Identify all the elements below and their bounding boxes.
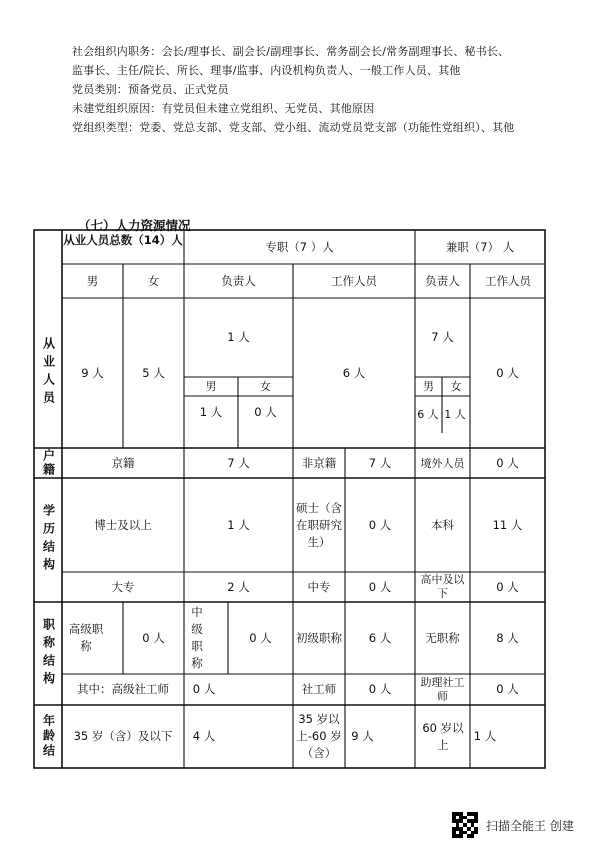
parttime-header: 兼职（7） 人 (445, 239, 515, 254)
scanner-brand-text: 扫描全能王 创建 (486, 818, 574, 833)
edu-vocational-label: 中专 (307, 579, 331, 594)
pt-leader-header: 负责人 (425, 273, 460, 288)
male-header: 男 (86, 273, 99, 288)
total-employees-header: 从业人员总数（14）人 (63, 233, 183, 247)
age-young-count: 4 人 (192, 729, 216, 743)
edu-bachelor-count: 11 人 (492, 517, 523, 532)
sw-senior-count: 0 人 (192, 682, 216, 696)
age-young-label: 35 岁（含）及以下 (73, 729, 173, 743)
title-junior-label: 初级职称 (296, 630, 342, 645)
female-count: 5 人 (142, 365, 165, 380)
notes-line: 未建党组织原因：有党员但未建立党组织、无党员、其他原因 (72, 102, 375, 115)
ft-leader-count: 1 人 (227, 330, 250, 344)
age-mid-count: 9 人 (351, 729, 374, 743)
edu-highschool-label: 高中及以下 (420, 573, 465, 600)
pt-leader-female-count: 1 人 (444, 408, 466, 421)
sw-mid-label: 社工师 (301, 682, 337, 696)
ft-leader-female-count: 0 人 (254, 405, 277, 419)
title-none-label: 无职称 (425, 630, 460, 645)
qr-code-icon (452, 812, 478, 838)
title-senior-label: 高级职称 (68, 622, 104, 653)
edu-college-count: 2 人 (227, 579, 250, 594)
edu-college-label: 大专 (111, 579, 135, 594)
age-old-count: 1 人 (473, 729, 497, 743)
title-none-count: 8 人 (496, 630, 519, 645)
notes-line: 社会组织内职务：会长/理事长、副会长/副理事长、常务副会长/常务副理事长、秘书长、 (72, 45, 510, 58)
edu-master-label: 硕士（含在职研究生） (296, 500, 342, 549)
notes-line: 党组织类型：党委、党总支部、党支部、党小组、流动党员党支部（功能性党组织）、其他 (72, 121, 515, 134)
fulltime-header: 专职（7 ）人 (265, 239, 334, 254)
side-label-huji: 户籍 (41, 449, 56, 477)
edu-phd-label: 博士及以上 (94, 517, 152, 532)
huji-foreign-count: 0 人 (496, 455, 519, 470)
notes-line: 党员类别：预备党员、正式党员 (72, 83, 229, 96)
huji-nonlocal-label: 非京籍 (301, 455, 337, 470)
huji-local-count: 7 人 (227, 455, 250, 470)
huji-foreign-label: 境外人员 (420, 456, 465, 470)
edu-master-count: 0 人 (368, 517, 392, 532)
ft-staff-header: 工作人员 (331, 273, 377, 288)
pt-staff-count: 0 人 (496, 365, 519, 380)
huji-local-label: 京籍 (111, 455, 135, 470)
side-label-employees: 从业人员 (41, 337, 56, 409)
ft-leader-header: 负责人 (221, 273, 256, 288)
edu-bachelor-label: 本科 (431, 517, 454, 532)
age-old-label: 60 岁以上 (422, 720, 464, 752)
edu-phd-count: 1 人 (227, 517, 250, 532)
ft-leader-male-count: 1 人 (199, 405, 223, 419)
male-count: 9 人 (81, 365, 104, 380)
age-mid-label: 35 岁以上-60 岁（含） (296, 712, 342, 760)
title-mid-count: 0 人 (249, 630, 272, 645)
section-title: （七）人力资源情况 (78, 218, 191, 233)
pt-leader-count: 7 人 (431, 330, 454, 344)
side-label-education: 学历结构 (41, 504, 56, 576)
edu-vocational-count: 0 人 (368, 579, 392, 594)
sw-assistant-count: 0 人 (496, 682, 519, 696)
pt-staff-header: 工作人员 (485, 273, 531, 288)
title-mid-label: 中级职称 (191, 605, 203, 670)
sw-senior-label: 其中：高级社工师 (77, 682, 169, 696)
side-label-title: 职称结构 (41, 617, 56, 690)
pt-leader-male-count: 6 人 (417, 408, 439, 421)
ft-leader-female-label: 女 (260, 380, 271, 393)
notes-block (72, 42, 542, 137)
scanner-watermark (452, 812, 574, 838)
ft-staff-count: 6 人 (342, 365, 366, 380)
pt-leader-female-label: 女 (450, 380, 462, 393)
side-label-age: 年龄结 (41, 714, 56, 759)
title-senior-count: 0 人 (142, 630, 165, 645)
title-junior-count: 6 人 (368, 630, 392, 645)
sw-mid-count: 0 人 (368, 682, 392, 696)
pt-leader-male-label: 男 (423, 380, 434, 393)
sw-assistant-label: 助理社工师 (420, 675, 465, 703)
female-header: 女 (147, 273, 160, 288)
ft-leader-male-label: 男 (205, 380, 217, 393)
notes-line: 监事长、主任/院长、所长、理事/监事、内设机构负责人、一般工作人员、其他 (72, 64, 461, 77)
edu-highschool-count: 0 人 (496, 579, 519, 594)
huji-nonlocal-count: 7 人 (368, 455, 392, 470)
